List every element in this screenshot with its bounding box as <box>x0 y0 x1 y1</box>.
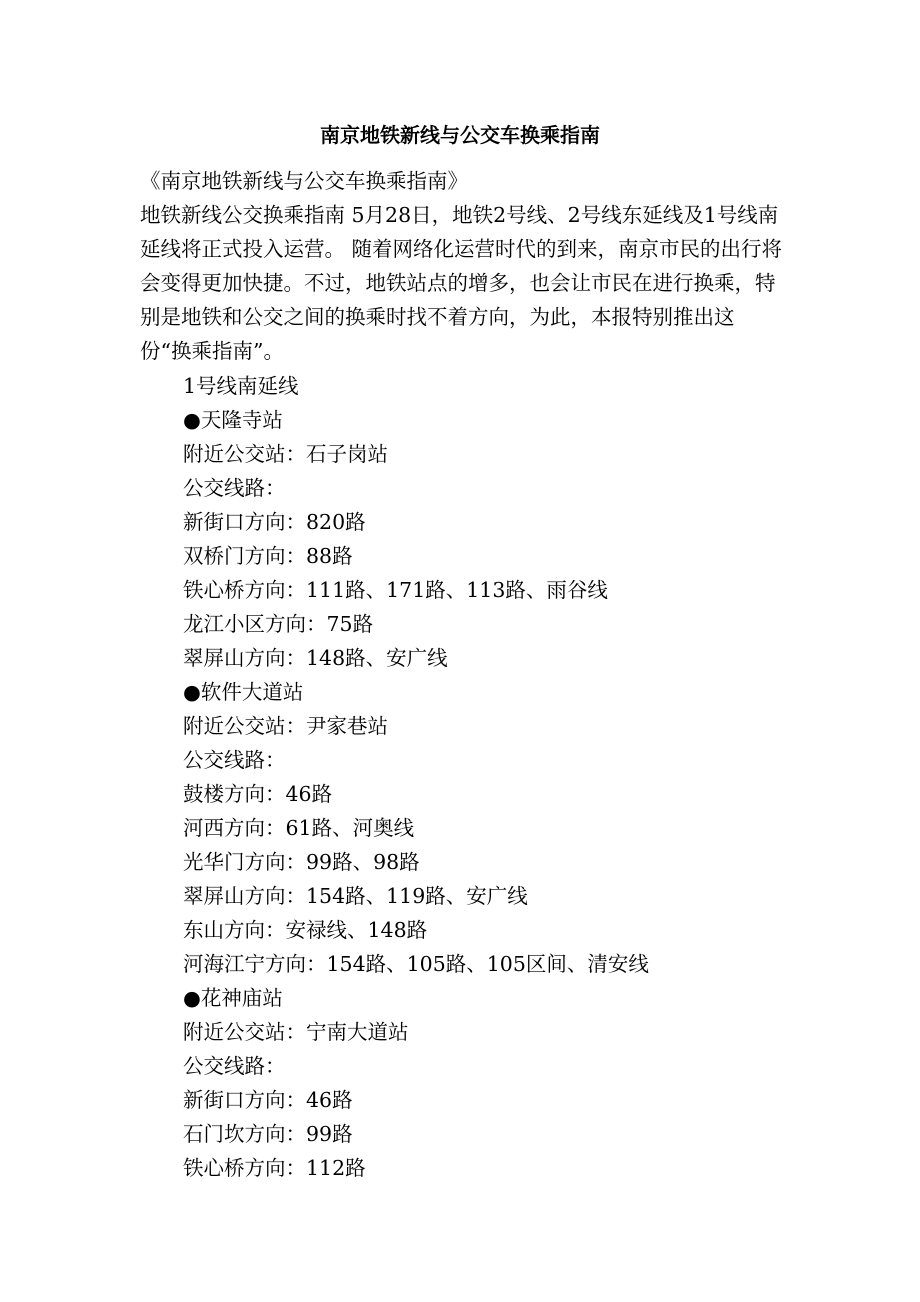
station-name: ●天隆寺站 <box>183 408 283 432</box>
intro-book-title: 《南京地铁新线与公交车换乘指南》 <box>140 169 468 193</box>
station-block <box>183 403 649 675</box>
bus-route: 翠屏山方向：154路、119路、安广线 <box>183 884 528 908</box>
bus-route: 铁心桥方向：111路、171路、113路、雨谷线 <box>183 578 608 602</box>
nearby-bus-stop: 附近公交站：尹家巷站 <box>183 714 388 738</box>
bus-route: 翠屏山方向：148路、安广线 <box>183 646 448 670</box>
bus-route: 新街口方向：46路 <box>183 1088 353 1112</box>
bus-route: 河海江宁方向：154路、105路、105区间、清安线 <box>183 952 649 976</box>
bus-route: 石门坎方向：99路 <box>183 1122 353 1146</box>
document-title: 南京地铁新线与公交车换乘指南 <box>320 123 600 147</box>
bus-route: 铁心桥方向：112路 <box>183 1156 366 1180</box>
station-list <box>183 369 649 1185</box>
intro-paragraph: 地铁新线公交换乘指南 5月28日，地铁2号线、2号线东延线及1号线南延线将正式投入运营。 随着网络化运营时代的到来，南京市民的出行将会变得更加快捷。不过，地铁站点的增多，也会让市民在进行换乘，特别是地铁和公交之间的换乘时找不着方向，为此，本报特别推出这份“换乘指南”。 <box>140 203 783 363</box>
nearby-bus-stop: 附近公交站：石子岗站 <box>183 442 388 466</box>
intro-block <box>140 164 785 368</box>
bus-route: 鼓楼方向：46路 <box>183 782 333 806</box>
bus-route: 东山方向：安禄线、148路 <box>183 918 428 942</box>
station-name: ●软件大道站 <box>183 680 304 704</box>
bus-route: 龙江小区方向：75路 <box>183 612 374 636</box>
bus-routes-label: 公交线路： <box>183 476 286 500</box>
station-block <box>183 981 649 1185</box>
nearby-bus-stop: 附近公交站：宁南大道站 <box>183 1020 409 1044</box>
bus-route: 新街口方向：820路 <box>183 510 366 534</box>
line-heading: 1号线南延线 <box>183 374 299 398</box>
bus-routes-label: 公交线路： <box>183 1054 286 1078</box>
station-name: ●花神庙站 <box>183 986 283 1010</box>
bus-route: 双桥门方向：88路 <box>183 544 353 568</box>
station-block <box>183 675 649 981</box>
bus-routes-label: 公交线路： <box>183 748 286 772</box>
bus-route: 河西方向：61路、河奥线 <box>183 816 415 840</box>
bus-route: 光华门方向：99路、98路 <box>183 850 420 874</box>
